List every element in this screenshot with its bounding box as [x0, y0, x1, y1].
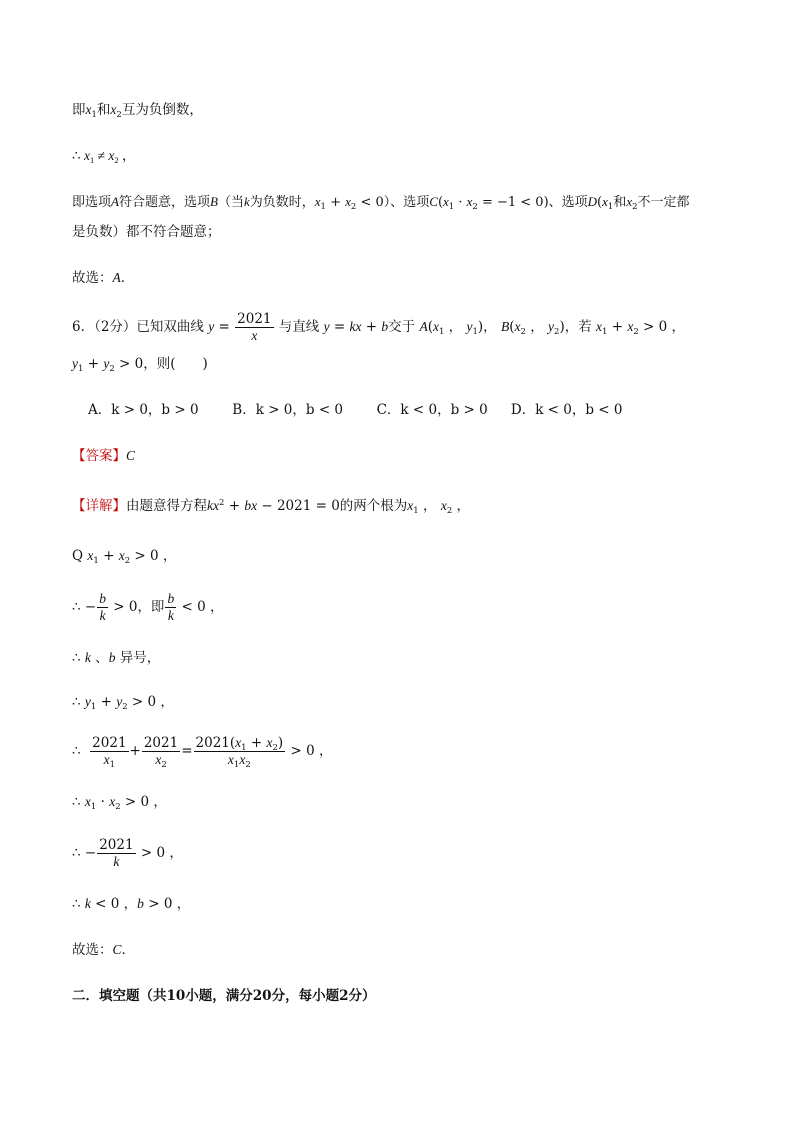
fraction-combined: $\frac{2021(x_1 + x_2)}{x_1x_2}$ — [195, 735, 284, 770]
solution-step-3: ∴ k 、b 异号， — [72, 650, 161, 666]
text-line-reciprocal — [72, 100, 203, 120]
solution-conclusion: 故选：C． — [72, 942, 136, 958]
solution-step-6: ∴ $x_1 \cdot x_2 > 0$ ， — [72, 794, 167, 812]
question-6-condition: $y_1 + y_2 > 0$，则( ) — [72, 356, 208, 374]
text-line-choose-a: 故选：A． — [72, 270, 135, 286]
question-6-options — [88, 400, 623, 420]
text-line-options-check: 即选项A符合题意，选项B（当k为负数时，$x_1 + x_2 < 0$）、选项$C(x_1 \cdot x_2 = -1 < 0)$、选项$D(x_1$和$x_2$不一定都 — [72, 194, 690, 212]
solution-intro-tail: 的两个根为 — [339, 498, 408, 514]
answer-value: C — [126, 448, 136, 463]
solution-intro: 【详解】由题意得方程$kx^2$ + bx − 2021 = 0的两个根为$x_1$ ， $x_2$ ， — [72, 498, 471, 516]
fraction-2021-over-x2: $\frac{2021}{x_2}$ — [143, 735, 179, 770]
option-d: D．k < 0，b < 0 — [510, 402, 623, 418]
fraction-2021-over-x1: $\frac{2021}{x_1}$ — [92, 735, 127, 770]
question-number: 6．（2分）已知双曲线 — [72, 319, 204, 335]
option-a: A．k > 0，b > 0 — [88, 402, 199, 418]
question-6-stem: 6．（2分）已知双曲线 y = $\frac{2021}{x}$ 与直线 y = kx + b交于 $A(x_1$ ， $y_1$)， $B(x_2$ ， $y_2$)，若 $x_1 + x_2 > 0$ ， — [72, 311, 686, 343]
answer-line — [72, 446, 135, 466]
fraction-2021-over-k: $\frac{2021}{k}$ — [99, 837, 134, 869]
fraction-denominator: x — [251, 328, 258, 343]
section-title: 二．填空题（共10小题，满分20分，每小题2分） — [72, 988, 376, 1004]
text-line-not-equal — [72, 146, 136, 166]
fraction-b-over-k: $\frac{b}{k}$ — [99, 591, 106, 623]
option-c: C．k < 0，b > 0 — [376, 402, 488, 418]
math-expr: ∴ $x_1 \ne x_2$ ， — [72, 148, 136, 165]
solution-step-1: Q $x_1 + x_2 > 0$ ， — [72, 548, 177, 566]
solution-step-5: ∴ $\frac{2021}{x_1}$ + $\frac{2021}{x_2}$ = $\frac{2021(x_1 + x_2)}{x_1x_2}$ > 0 ， — [72, 735, 333, 770]
solution-step-4: ∴ $y_1 + y_2 > 0$ ， — [72, 694, 174, 712]
solution-step-8: ∴ k < 0 ，b > 0 ， — [72, 896, 191, 912]
option-b: B．k > 0，b < 0 — [232, 402, 344, 418]
text-line-not-fit: 是负数）都不符合题意； — [72, 224, 221, 240]
question-condition-prefix: ，若 — [564, 319, 592, 335]
fraction-numerator: 2021 — [237, 311, 272, 327]
answer-label: 【答案】 — [72, 448, 126, 464]
solution-step-7: ∴ − $\frac{2021}{k}$ > 0 ， — [72, 837, 183, 869]
solution-intro-text: 由题意得方程 — [126, 498, 207, 514]
fraction-b-over-k-2: $\frac{b}{k}$ — [167, 591, 175, 623]
question-mid-text: 与直线 — [278, 319, 320, 335]
solution-step2-then: ，即 — [137, 599, 165, 615]
question-then-text: ，则( ) — [143, 356, 208, 372]
solution-label: 【详解】 — [72, 498, 126, 514]
question-intersect-text: 交于 — [388, 319, 416, 335]
fraction-2021-over-x — [235, 311, 273, 344]
line-text: 即$x_1$和$x_2$互为负倒数， — [72, 102, 203, 120]
solution-step-2: ∴ − $\frac{b}{k}$ > 0，即 $\frac{b}{k}$ < 0 ， — [72, 591, 224, 623]
